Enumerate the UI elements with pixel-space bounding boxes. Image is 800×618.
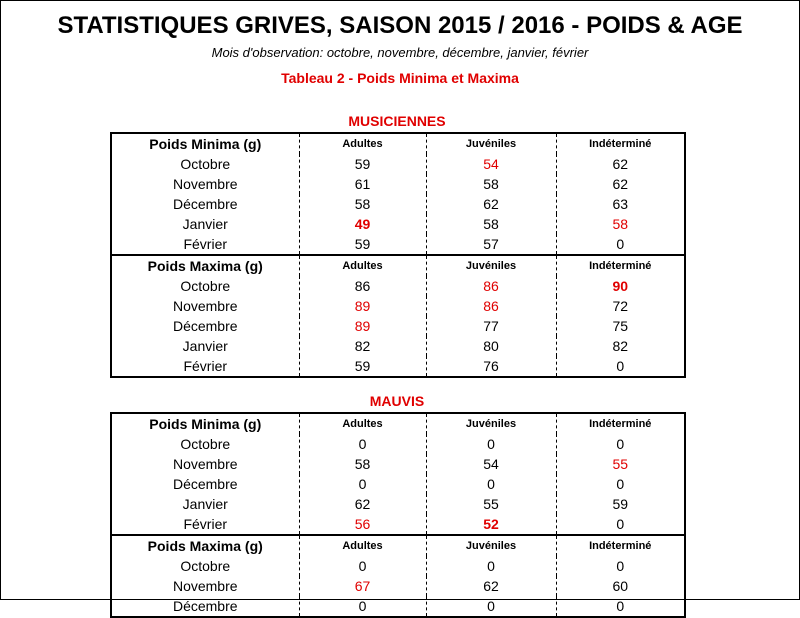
table-row: [111, 514, 685, 535]
value-cell: 80: [426, 336, 556, 356]
value-cell: 58: [299, 454, 426, 474]
value-cell: 72: [612, 298, 629, 314]
table-row: [111, 576, 685, 596]
value-cell: 0: [426, 556, 556, 576]
value-cell: 89: [299, 316, 426, 336]
min-header-label: Poids Minima (g): [111, 133, 299, 154]
value-cell: 0: [616, 358, 625, 374]
value-cell: 62: [612, 156, 629, 172]
table-row: [111, 494, 685, 514]
value-cell: 77: [426, 316, 556, 336]
table-row: [111, 556, 685, 576]
table-row: [111, 234, 685, 255]
value-cell: 59: [612, 496, 629, 512]
value-cell: 0: [299, 434, 426, 454]
value-cell: 62: [612, 176, 629, 192]
month-label: Janvier: [111, 494, 299, 514]
month-label: Février: [111, 234, 299, 255]
column-header: Indéterminé: [589, 418, 652, 430]
value-cell: 0: [426, 474, 556, 494]
column-header: Adultes: [299, 535, 426, 556]
column-header: Indéterminé: [556, 255, 685, 276]
max-header-label: Poids Maxima (g): [111, 535, 299, 556]
value-cell: 86: [426, 276, 556, 296]
value-cell: 59: [299, 356, 426, 377]
value-cell: 0: [299, 474, 426, 494]
month-label: Novembre: [111, 454, 299, 474]
table-musiciennes: [110, 132, 686, 378]
value-cell: 86: [299, 276, 426, 296]
column-header: Juvéniles: [426, 413, 556, 434]
month-label: Décembre: [111, 596, 299, 617]
min-header-row: [111, 413, 685, 434]
month-label: Février: [111, 356, 299, 377]
month-label: Octobre: [111, 154, 299, 174]
column-header: Adultes: [299, 133, 426, 154]
month-label: Octobre: [111, 276, 299, 296]
table-row: [111, 596, 685, 617]
value-cell: 58: [426, 214, 556, 234]
table-row: [111, 454, 685, 474]
table-row: [111, 434, 685, 454]
table-row: [111, 356, 685, 377]
value-cell: 0: [616, 516, 625, 532]
section-title-mauvis: MAUVIS: [369, 393, 425, 409]
table-row: [111, 214, 685, 234]
table-row: [111, 276, 685, 296]
value-cell: 75: [612, 318, 629, 334]
section-title-musiciennes: MUSICIENNES: [348, 113, 446, 129]
value-cell: 90: [612, 278, 629, 294]
month-label: Novembre: [111, 576, 299, 596]
table-row: [111, 154, 685, 174]
value-cell: 67: [299, 576, 426, 596]
value-cell: 62: [299, 494, 426, 514]
value-cell: 0: [616, 436, 625, 452]
month-label: Décembre: [111, 316, 299, 336]
table-row: [111, 316, 685, 336]
value-cell: 60: [612, 578, 629, 594]
value-cell: 0: [299, 556, 426, 576]
value-cell: 61: [299, 174, 426, 194]
value-cell: 59: [299, 154, 426, 174]
value-cell: 0: [426, 434, 556, 454]
month-label: Octobre: [111, 556, 299, 576]
column-header: Juvéniles: [426, 133, 556, 154]
column-header: Adultes: [299, 413, 426, 434]
value-cell: 58: [299, 194, 426, 214]
min-header-label: Poids Minima (g): [111, 413, 299, 434]
max-header-row: [111, 255, 685, 276]
month-label: Janvier: [111, 214, 299, 234]
table-row: [111, 336, 685, 356]
value-cell: 0: [616, 236, 625, 252]
page-subtitle: Mois d'observation: octobre, novembre, décembre, janvier, février: [211, 45, 589, 60]
table-caption: Tableau 2 - Poids Minima et Maxima: [281, 70, 519, 86]
value-cell: 0: [299, 596, 426, 617]
value-cell: 55: [612, 456, 629, 472]
month-label: Décembre: [111, 474, 299, 494]
value-cell: 86: [426, 296, 556, 316]
month-label: Décembre: [111, 194, 299, 214]
table-row: [111, 296, 685, 316]
table-row: [111, 474, 685, 494]
column-header: Juvéniles: [426, 255, 556, 276]
value-cell: 57: [426, 234, 556, 255]
value-cell: 58: [612, 216, 629, 232]
month-label: Janvier: [111, 336, 299, 356]
value-cell: 58: [426, 174, 556, 194]
month-label: Février: [111, 514, 299, 535]
value-cell: 0: [616, 598, 625, 614]
max-header-row: [111, 535, 685, 556]
value-cell: 55: [426, 494, 556, 514]
value-cell: 54: [426, 454, 556, 474]
value-cell: 62: [426, 576, 556, 596]
value-cell: 63: [612, 196, 629, 212]
column-header: Adultes: [299, 255, 426, 276]
value-cell: 59: [299, 234, 426, 255]
table-mauvis: [110, 412, 686, 618]
value-cell: 56: [299, 514, 426, 535]
column-header: Juvéniles: [426, 535, 556, 556]
value-cell: 0: [616, 558, 625, 574]
max-header-label: Poids Maxima (g): [111, 255, 299, 276]
value-cell: 54: [426, 154, 556, 174]
column-header: Indéterminé: [556, 535, 685, 556]
value-cell: 62: [426, 194, 556, 214]
table-row: [111, 194, 685, 214]
value-cell: 89: [299, 296, 426, 316]
value-cell: 82: [299, 336, 426, 356]
month-label: Octobre: [111, 434, 299, 454]
month-label: Novembre: [111, 296, 299, 316]
table-row: [111, 174, 685, 194]
value-cell: 76: [426, 356, 556, 377]
value-cell: 82: [612, 338, 629, 354]
page-title: STATISTIQUES GRIVES, SAISON 2015 / 2016 - POIDS & AGE: [57, 12, 743, 39]
column-header: Indéterminé: [589, 138, 652, 150]
value-cell: 52: [426, 514, 556, 535]
value-cell: 49: [299, 214, 426, 234]
month-label: Novembre: [111, 174, 299, 194]
value-cell: 0: [426, 596, 556, 617]
min-header-row: [111, 133, 685, 154]
value-cell: 0: [616, 476, 625, 492]
